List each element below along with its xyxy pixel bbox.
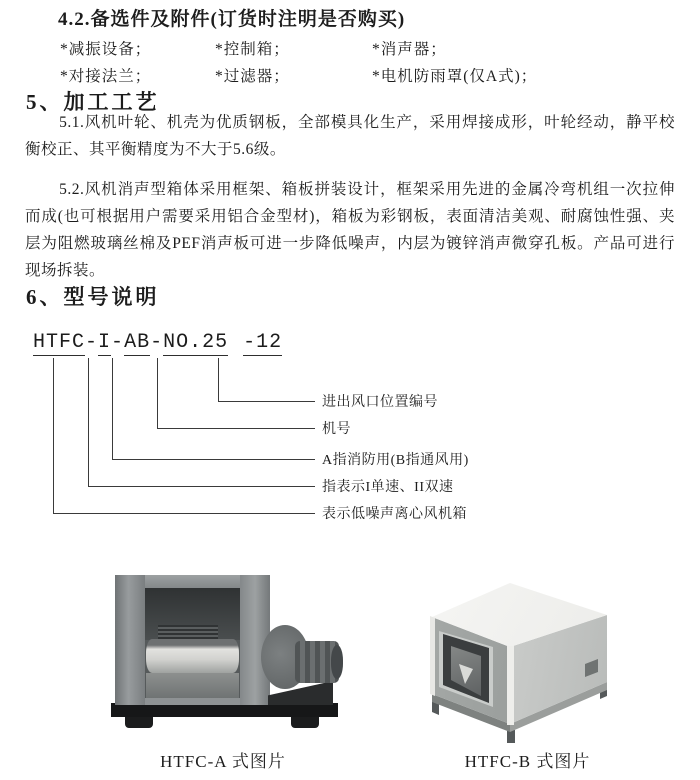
model-segment-series: HTFC [33, 331, 86, 354]
section-5-title: 5、加工工艺 [26, 90, 160, 114]
callout-label-outlet-position: 进出风口位置编号 [322, 395, 438, 410]
fan-a-motor-cap [331, 645, 343, 679]
model-separator: - [150, 331, 164, 354]
paragraph-5-2: 5.2.风机消声型箱体采用框架、箱板拼装设计，框架采用先进的金属冷弯机组一次拉伸而成(也可根据用户需要采用铝合金型材)，箱板为彩钢板，表面清洁美观、耐腐蚀性强、夹层为阻燃玻璃丝棉及PEF消声板可进一步降低噪声，内层为镀锌消声微穿孔板。产品可进行现场拆装。 [25, 181, 675, 279]
model-segment-usage: AB [124, 331, 151, 354]
callout-line-vertical-2 [88, 358, 89, 486]
callout-label-series-meaning: 表示低噪声离心风机箱 [322, 507, 467, 522]
model-code [33, 331, 282, 356]
section-6-title: 6、型号说明 [26, 285, 160, 309]
model-segment-size: NO.25 [163, 331, 229, 354]
model-segment-outlet: -12 [243, 331, 283, 354]
fan-a-base [111, 703, 338, 717]
model-segment-speed: I [98, 331, 112, 354]
option-flange: *对接法兰； [60, 68, 152, 85]
fan-b-photo [415, 572, 640, 744]
callout-line-horizontal-1 [53, 513, 315, 514]
fan-a-photo [103, 567, 343, 739]
callout-label-machine-number: 机号 [322, 422, 351, 437]
model-separator: - [111, 331, 125, 354]
fan-a-foot-right [291, 717, 319, 728]
fan-b-caption: HTFC-B 式图片 [464, 752, 591, 771]
option-silencer: *消声器； [372, 41, 447, 58]
paragraph-5-1: 5.1.风机叶轮、机壳为优质钢板，全部模具化生产，采用焊接成形，叶轮经动，静平校衡校正、其平衡精度为不大于5.6级。 [25, 114, 675, 158]
callout-line-horizontal-3 [112, 459, 315, 460]
fan-a-impeller-drum [146, 639, 239, 673]
fan-a-foot-left [125, 717, 153, 728]
option-motor-rain-cover: *电机防雨罩(仅A式)； [372, 68, 538, 85]
fan-a-grille [158, 625, 218, 639]
callout-line-horizontal-4 [157, 428, 315, 429]
callout-line-vertical-4 [157, 358, 158, 428]
fan-a-pillar-left [115, 575, 145, 705]
callout-line-vertical-1 [53, 358, 54, 513]
model-separator: - [85, 331, 99, 354]
section-42-title: 4.2.备选件及附件(订货时注明是否购买) [58, 9, 406, 30]
callout-line-vertical-5 [218, 358, 219, 401]
option-control-box: *控制箱； [215, 41, 290, 58]
option-filter: *过滤器； [215, 68, 290, 85]
callout-line-horizontal-2 [88, 486, 315, 487]
callout-line-vertical-3 [112, 358, 113, 459]
callout-label-usage-type: A指消防用(B指通风用) [322, 453, 469, 468]
fan-a-drum-shadow [146, 673, 239, 698]
option-vibration-damper: *减振设备； [60, 41, 152, 58]
callout-line-horizontal-5 [218, 401, 315, 402]
fan-a-caption: HTFC-A 式图片 [160, 752, 286, 771]
callout-label-speed-type: 指表示I单速、II双速 [322, 480, 454, 495]
